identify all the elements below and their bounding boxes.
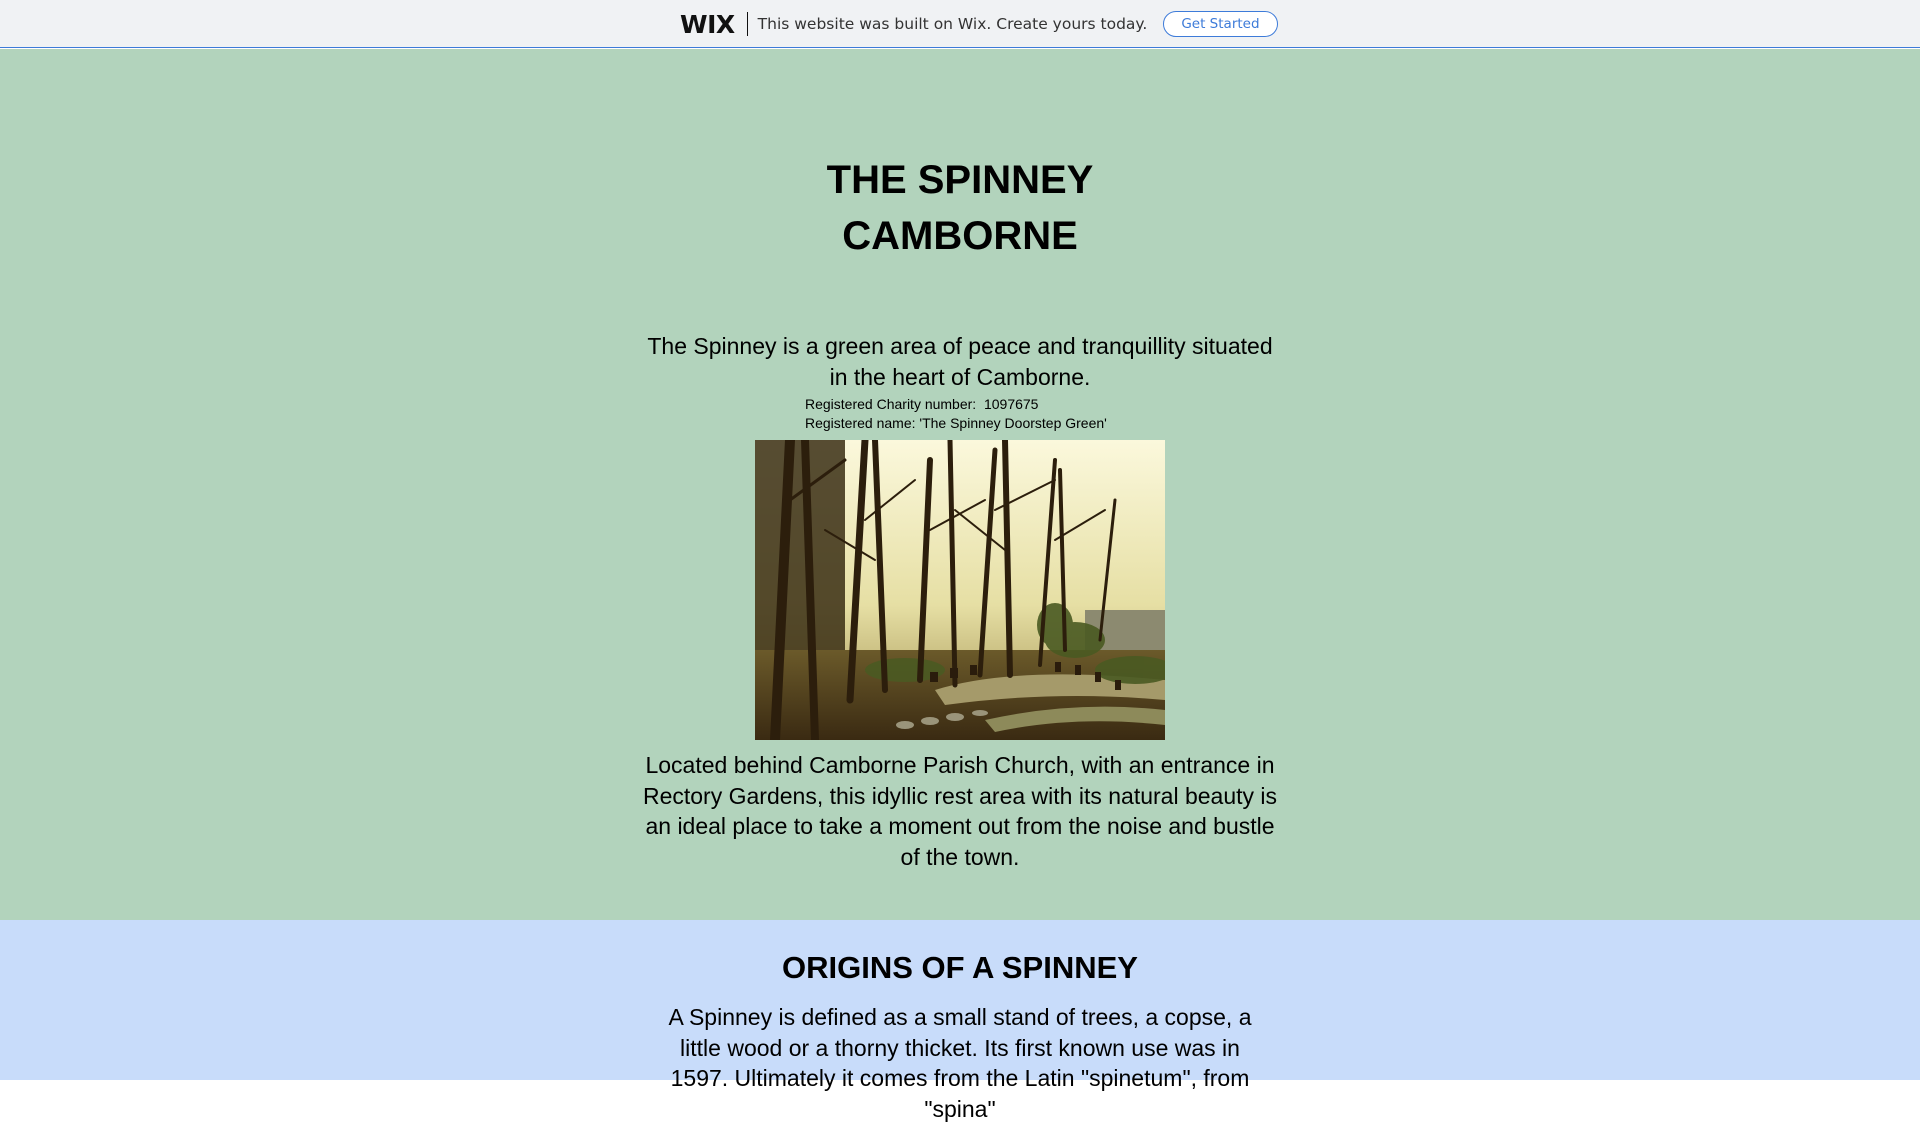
location-description: Located behind Camborne Parish Church, with an entrance in Rectory Gardens, this idyllic rest area with its natural beauty is an ideal place to take a moment out from the noise and bustle of the town. — [642, 752, 1278, 870]
wix-banner-message: This website was built on Wix. Create yours today. — [757, 15, 1148, 33]
spinney-photo — [755, 440, 1165, 740]
wix-divider — [747, 12, 748, 36]
wix-banner-content — [680, 0, 1278, 48]
intro-text: The Spinney is a green area of peace and tranquillity situated in the heart of Camborne. — [647, 333, 1273, 390]
origins-text: A Spinney is defined as a small stand of trees, a copse, a little wood or a thorny thicket. Its first known use was in 1597. Ultimately it comes from the Latin "spinetum", from "spina" — [668, 1004, 1252, 1122]
charity-number: Registered Charity number: 1097675 — [805, 396, 1039, 412]
get-started-button[interactable]: Get Started — [1163, 11, 1277, 37]
title-line-2: CAMBORNE — [842, 214, 1078, 258]
wix-banner — [0, 0, 1920, 48]
charity-name: Registered name: 'The Spinney Doorstep Green' — [805, 415, 1107, 431]
page-title — [660, 152, 1260, 264]
charity-info — [805, 395, 1107, 433]
origins-title: ORIGINS OF A SPINNEY — [782, 950, 1138, 985]
title-line-1: THE SPINNEY — [826, 158, 1094, 202]
wix-logo[interactable]: WIX — [680, 9, 735, 39]
